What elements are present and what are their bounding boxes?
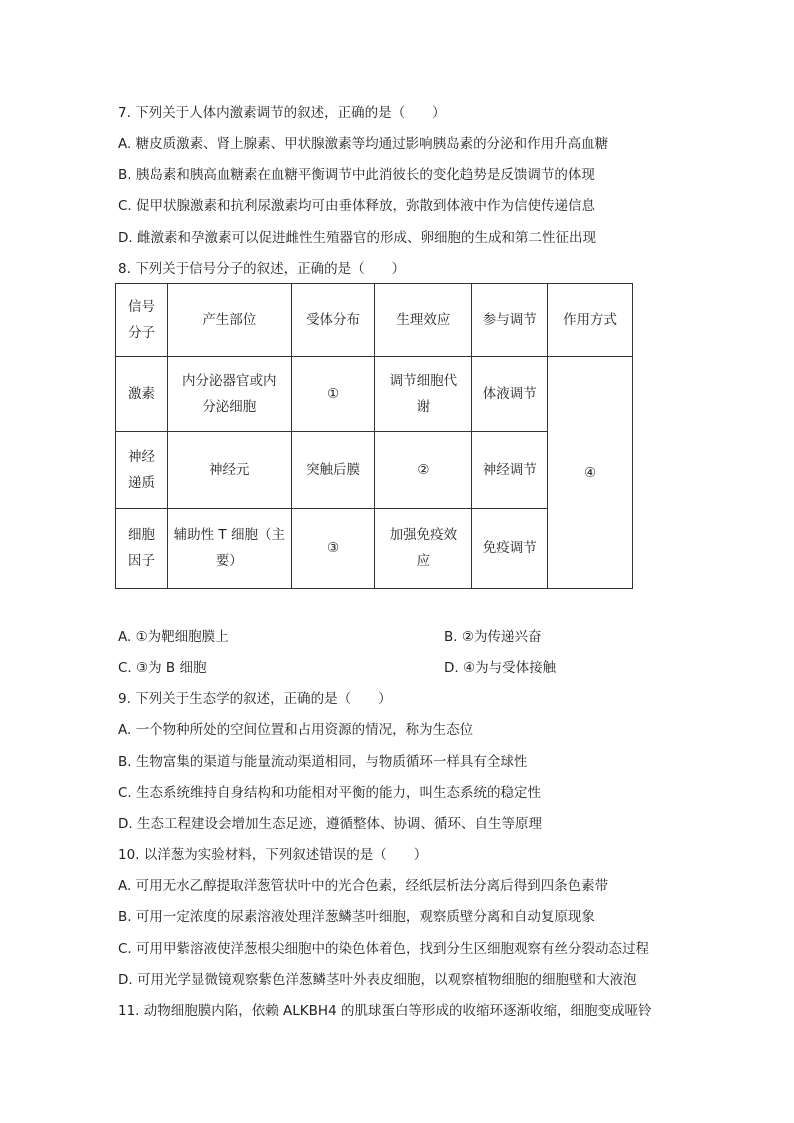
cell-blank-1: ① bbox=[327, 386, 340, 403]
q9-option-d: D. 生态工程建设会增加生态足迹，遵循整体、协调、循环、自生等原理 bbox=[118, 816, 542, 832]
table-header-row bbox=[116, 284, 633, 357]
q9-option-a: A. 一个物种所处的空间位置和占用资源的情况，称为生态位 bbox=[118, 722, 474, 738]
q7-stem: 7. 下列关于人体内激素调节的叙述，正确的是（ ） bbox=[118, 105, 446, 121]
q10-stem: 10. 以洋葱为实验材料，下列叙述错误的是（ ） bbox=[118, 847, 428, 863]
q9-option-c: C. 生态系统维持自身结构和功能相对平衡的能力，叫生态系统的稳定性 bbox=[118, 785, 542, 801]
q7-option-c: C. 促甲状腺激素和抗利尿激素均可由垂体释放，弥散到体液中作为信使传递信息 bbox=[118, 198, 596, 214]
q10-option-b: B. 可用一定浓度的尿素溶液处理洋葱鳞茎叶细胞，观察质壁分离和自动复原现象 bbox=[118, 909, 595, 925]
q10-option-a: A. 可用无水乙醇提取洋葱管状叶中的光合色素，经纸层析法分离后得到四条色素带 bbox=[118, 878, 609, 894]
q9-stem: 9. 下列关于生态学的叙述，正确的是（ ） bbox=[118, 691, 392, 707]
q9-option-b: B. 生物富集的渠道与能量流动渠道相同，与物质循环一样具有全球性 bbox=[118, 754, 528, 770]
cell-neurotransmitter-regulation: 神经调节 bbox=[482, 462, 537, 479]
q11-stem: 11. 动物细胞膜内陷，依赖 ALKBH4 的肌球蛋白等形成的收缩环逐渐收缩，细胞变成哑铃 bbox=[118, 1003, 652, 1019]
header-signal-molecule: 信号 分子 bbox=[127, 299, 155, 342]
cell-hormone-origin: 内分泌器官或内 分泌细胞 bbox=[182, 373, 277, 416]
cell-hormone-regulation: 体液调节 bbox=[482, 386, 537, 403]
q8-option-c: C. ③为 B 细胞 bbox=[118, 660, 207, 676]
cell-cytokine-effect: 加强免疫效 应 bbox=[389, 527, 458, 570]
header-regulation: 参与调节 bbox=[482, 312, 537, 329]
header-origin: 产生部位 bbox=[202, 312, 257, 329]
header-effect: 生理效应 bbox=[396, 312, 451, 329]
header-receptor: 受体分布 bbox=[306, 312, 361, 329]
q7-option-d: D. 雌激素和孕激素可以促进雌性生殖器官的形成、卵细胞的生成和第二性征出现 bbox=[118, 230, 596, 246]
cell-neurotransmitter-receptor: 突触后膜 bbox=[306, 462, 361, 479]
cell-neurotransmitter-origin: 神经元 bbox=[209, 462, 250, 479]
table-row bbox=[116, 357, 633, 432]
q8-stem: 8. 下列关于信号分子的叙述，正确的是（ ） bbox=[118, 261, 406, 277]
cell-neurotransmitter: 神经 递质 bbox=[127, 449, 155, 492]
cell-cytokine-regulation: 免疫调节 bbox=[482, 540, 537, 557]
q10-option-c: C. 可用甲紫溶液使洋葱根尖细胞中的染色体着色，找到分生区细胞观察有丝分裂动态过程 bbox=[118, 941, 650, 957]
q7-option-a: A. 糖皮质激素、肾上腺素、甲状腺激素等均通过影响胰岛素的分泌和作用升高血糖 bbox=[118, 136, 609, 152]
cell-hormone: 激素 bbox=[127, 386, 155, 403]
header-mode: 作用方式 bbox=[563, 312, 618, 329]
signal-molecule-table bbox=[115, 283, 633, 589]
q8-option-a: A. ①为靶细胞膜上 bbox=[118, 629, 229, 645]
cell-blank-2: ② bbox=[417, 462, 430, 479]
q8-option-b: B. ②为传递兴奋 bbox=[444, 629, 542, 645]
cell-cytokine: 细胞 因子 bbox=[127, 527, 155, 570]
cell-blank-4: ④ bbox=[584, 464, 597, 481]
cell-cytokine-origin: 辅助性 T 细胞（主 要） bbox=[173, 527, 285, 570]
q7-option-b: B. 胰岛素和胰高血糖素在血糖平衡调节中此消彼长的变化趋势是反馈调节的体现 bbox=[118, 167, 595, 183]
cell-blank-3: ③ bbox=[327, 540, 340, 557]
cell-hormone-effect: 调节细胞代 谢 bbox=[389, 373, 458, 416]
q10-option-d: D. 可用光学显微镜观察紫色洋葱鳞茎叶外表皮细胞，以观察植物细胞的细胞壁和大液泡 bbox=[118, 972, 637, 988]
q8-option-d: D. ④为与受体接触 bbox=[444, 660, 557, 676]
